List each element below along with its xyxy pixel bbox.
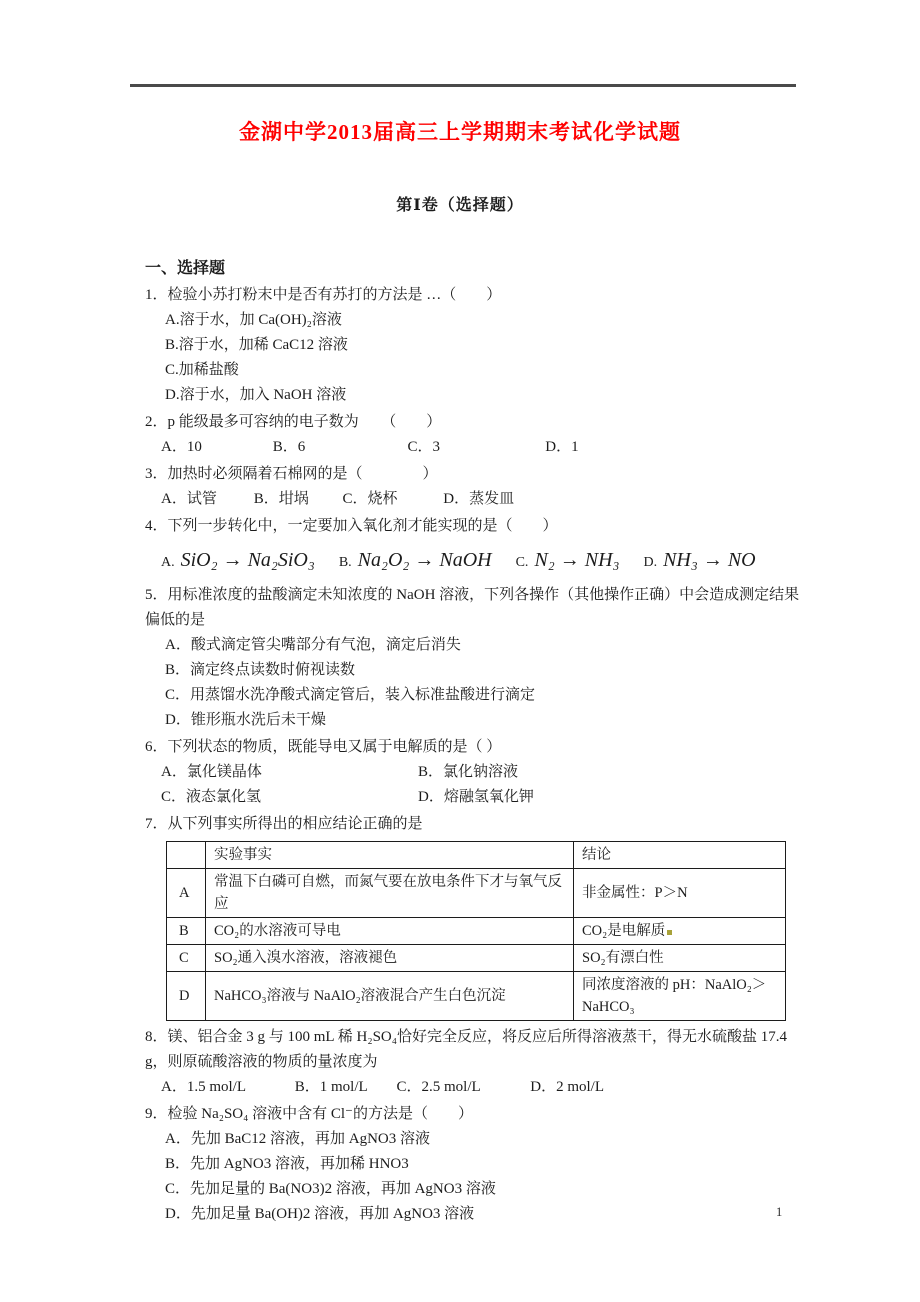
question-9-option-c: C．先加足量的 Ba(NO3)2 溶液，再加 AgNO3 溶液 — [165, 1181, 496, 1197]
option-label: C. — [515, 555, 529, 570]
page-number: 1 — [776, 1205, 783, 1219]
question-6-options — [145, 760, 805, 810]
part-heading: 一、选择题 — [145, 260, 226, 277]
question-8-option-b: B．1 mol/L — [294, 1079, 368, 1095]
fact-cell: NaHCO₃溶液与 NaAlO₂溶液混合产生白色沉淀 — [206, 972, 574, 1021]
question-2 — [145, 410, 805, 460]
exam-body — [145, 256, 805, 1227]
question-7 — [145, 812, 805, 1021]
conclusion-cell — [574, 918, 786, 945]
question-6-option-c: C．液态氯化氢 — [161, 789, 262, 805]
question-3-option-b: B．坩埚 — [253, 491, 309, 507]
question-8 — [145, 1025, 805, 1100]
question-5 — [145, 583, 805, 733]
question-8-option-c: C．2.5 mol/L — [396, 1079, 481, 1095]
question-1-stem: 1．检验小苏打粉末中是否有苏打的方法是 …（ ） — [145, 287, 502, 303]
table-row-b — [167, 918, 786, 945]
row-label: B — [167, 918, 206, 945]
facts-conclusion-table — [166, 841, 786, 1021]
question-2-option-d: D．1 — [545, 439, 579, 455]
question-5-stem: 5．用标准浓度的盐酸滴定未知浓度的 NaOH 溶液，下列各操作（其他操作正确）中会造成测定结果偏低的是 — [145, 587, 800, 628]
option-label: A. — [161, 555, 175, 570]
proofing-mark — [667, 930, 672, 935]
question-3-stem: 3．加热时必须隔着石棉网的是（ ） — [145, 466, 438, 482]
question-9-option-a: A．先加 BaC12 溶液，再加 AgNO3 溶液 — [165, 1131, 430, 1147]
question-6-option-b: B．氯化钠溶液 — [418, 764, 519, 780]
question-8-options — [145, 1075, 805, 1100]
question-5-option-d: D．锥形瓶水洗后未干燥 — [165, 712, 326, 728]
fact-cell: CO₂的水溶液可导电 — [206, 918, 574, 945]
question-9-stem: 9．检验 Na₂SO₄ 溶液中含有 Cl⁻的方法是（ ） — [145, 1106, 473, 1122]
question-9-option-d: D．先加足量 Ba(OH)2 溶液，再加 AgNO3 溶液 — [165, 1206, 475, 1222]
question-6-option-a: A．氯化镁晶体 — [161, 764, 262, 780]
option-label: D. — [643, 555, 658, 570]
question-6-option-d: D．熔融氢氧化钾 — [418, 789, 534, 805]
question-8-stem: 8．镁、铝合金 3 g 与 100 mL 稀 H₂SO₄恰好完全反应，将反应后所得溶液蒸干，得无水硫酸盐 17.4 g，则原硫酸溶液的物质的量浓度为 — [145, 1029, 787, 1070]
question-4-options — [145, 539, 805, 581]
question-4-option-b — [339, 539, 492, 584]
question-2-option-c: C．3 — [407, 439, 441, 455]
question-5-option-a: A．酸式滴定管尖嘴部分有气泡，滴定后消失 — [165, 637, 461, 653]
question-1-option-a: A.溶于水，加 Ca(OH)₂溶液 — [165, 312, 342, 328]
table-header-fact: 实验事实 — [206, 842, 574, 869]
question-1-option-c: C.加稀盐酸 — [165, 362, 239, 378]
fact-cell: SO₂通入溴水溶液，溶液褪色 — [206, 945, 574, 972]
table-header-conclusion: 结论 — [574, 842, 786, 869]
option-label: B. — [338, 555, 352, 570]
row-label: C — [167, 945, 206, 972]
conclusion-cell: 非金属性：P＞N — [574, 869, 786, 918]
question-2-options — [145, 435, 805, 460]
question-4-option-c — [516, 539, 620, 584]
fact-cell: 常温下白磷可自燃，而氮气要在放电条件下才与氧气反应 — [206, 869, 574, 918]
section-title: 第Ⅰ卷（选择题） — [396, 197, 524, 214]
question-2-option-a: A．10 — [161, 439, 202, 455]
question-1-option-b: B.溶于水，加稀 CaC12 溶液 — [165, 337, 348, 353]
question-8-option-a: A．1.5 mol/L — [161, 1079, 246, 1095]
chemical-equation: Na₂O₂ → NaOH — [357, 549, 492, 571]
question-1-option-d: D.溶于水，加入 NaOH 溶液 — [165, 387, 347, 403]
chemical-equation: NH₃ → NO — [663, 549, 756, 571]
question-7-stem: 7．从下列事实所得出的相应结论正确的是 — [145, 816, 423, 832]
header-rule — [130, 84, 796, 87]
conclusion-cell: SO₂有漂白性 — [574, 945, 786, 972]
question-4-option-a — [161, 539, 315, 584]
chemical-equation: N₂ → NH₃ — [534, 549, 620, 571]
question-5-option-b: B．滴定终点读数时俯视读数 — [165, 662, 356, 678]
question-4 — [145, 514, 805, 581]
conclusion-cell: 同浓度溶液的 pH：NaAlO₂＞NaHCO₃ — [574, 972, 786, 1021]
table-row-c — [167, 945, 786, 972]
question-4-stem: 4．下列一步转化中，一定要加入氧化剂才能实现的是（ ） — [145, 518, 558, 534]
question-3-option-d: D．蒸发皿 — [443, 491, 515, 507]
question-8-option-d: D．2 mol/L — [530, 1079, 604, 1095]
question-6-stem: 6．下列状态的物质，既能导电又属于电解质的是（ ） — [145, 739, 502, 755]
question-3-options — [145, 487, 805, 512]
chemical-equation: SiO₂ → Na₂SiO₃ — [180, 549, 315, 571]
row-label: A — [167, 869, 206, 918]
table-header-blank — [167, 842, 206, 869]
question-4-option-d — [643, 539, 755, 584]
question-5-option-c: C．用蒸馏水洗净酸式滴定管后，装入标准盐酸进行滴定 — [165, 687, 536, 703]
table-row-a — [167, 869, 786, 918]
question-3-option-c: C．烧杯 — [342, 491, 398, 507]
question-1 — [145, 283, 805, 408]
question-9 — [145, 1102, 805, 1227]
question-2-option-b: B．6 — [272, 439, 306, 455]
table-row-d — [167, 972, 786, 1021]
question-6 — [145, 735, 805, 810]
document-title: 金湖中学2013届高三上学期期末考试化学试题 — [239, 120, 681, 144]
row-label: D — [167, 972, 206, 1021]
conclusion-text: CO₂是电解质 — [582, 923, 666, 939]
question-9-option-b: B．先加 AgNO3 溶液，再加稀 HNO3 — [165, 1156, 409, 1172]
question-3-option-a: A．试管 — [161, 491, 217, 507]
table-header-row — [167, 842, 786, 869]
question-2-stem: 2．p 能级最多可容纳的电子数为 （ ） — [145, 414, 442, 430]
question-3 — [145, 462, 805, 512]
